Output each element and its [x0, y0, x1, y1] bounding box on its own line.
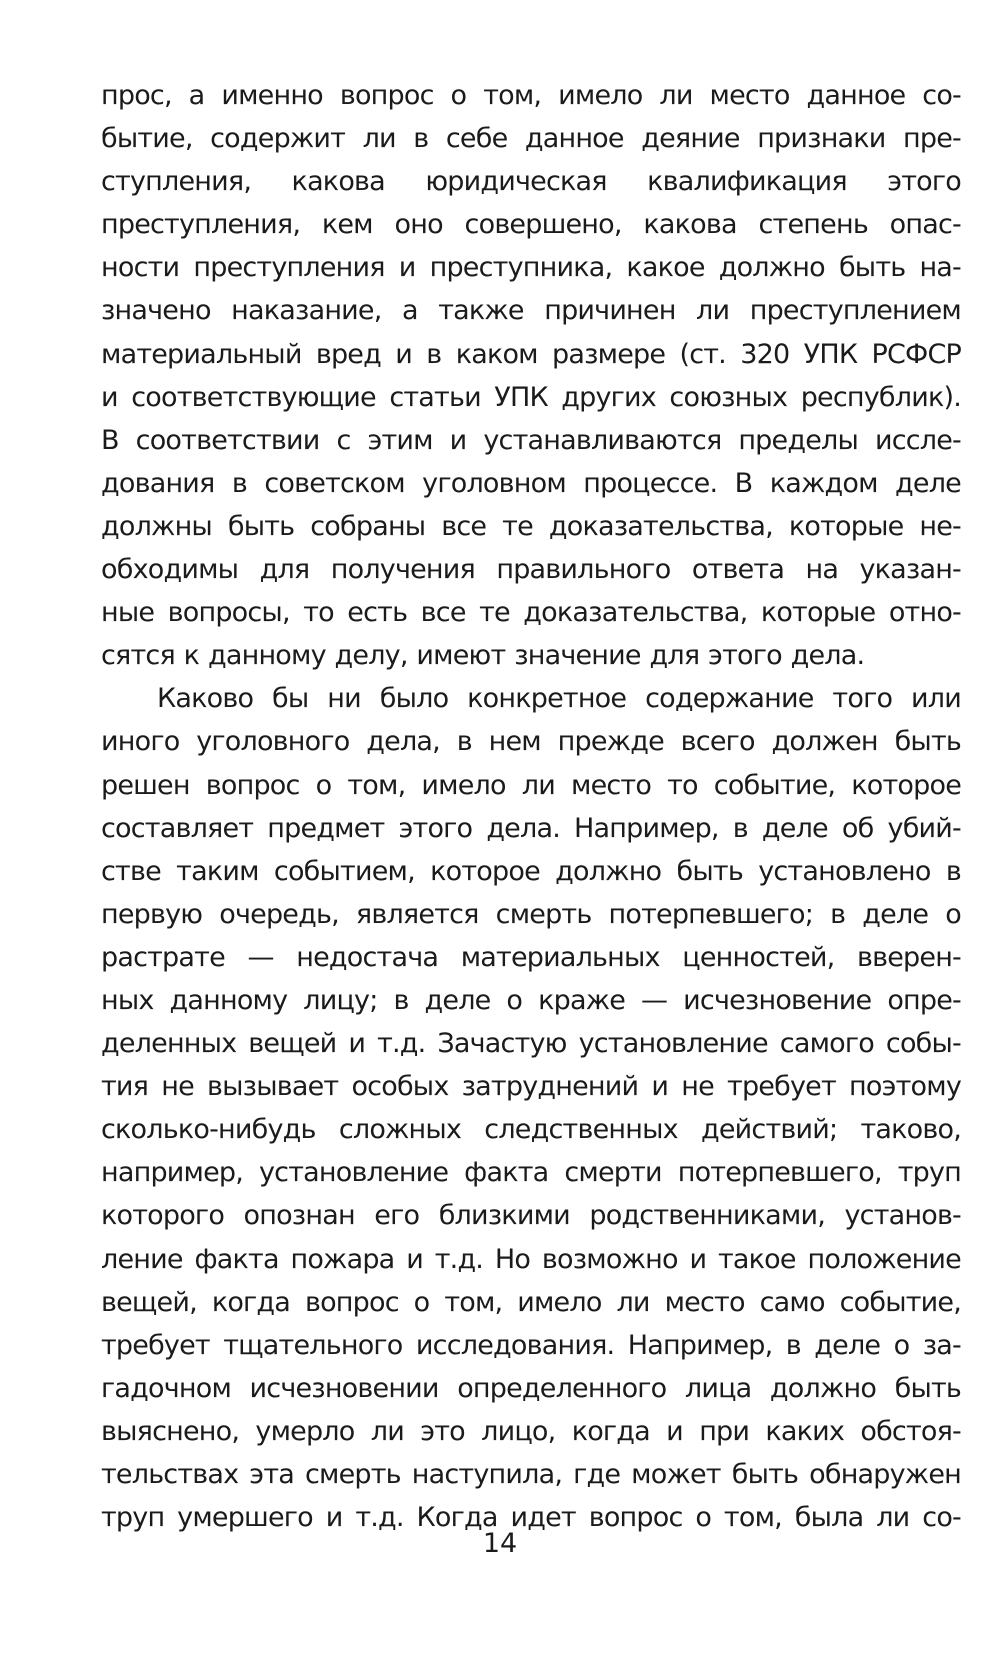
text-line: ных данному лицу; в деле о краже — исчезновение опре- — [101, 984, 961, 1016]
text-line-paragraph-end: сятся к данному делу, имеют значение для этого дела. — [101, 640, 865, 672]
text-line: труп умершего и т.д. Когда идет вопрос о том, была ли со- — [101, 1502, 961, 1534]
text-line: первую очередь, является смерть потерпевшего; в деле о — [101, 898, 961, 930]
text-line: значено наказание, а также причинен ли преступлением — [101, 295, 961, 327]
text-line: преступления, кем оно совершено, какова степень опас- — [101, 209, 961, 241]
text-line: стве таким событием, которое должно быть установлено в — [101, 855, 961, 887]
text-line: обходимы для получения правильного ответа на указан- — [101, 554, 961, 586]
text-line: выяснено, умерло ли это лицо, когда и при каких обстоя- — [101, 1415, 961, 1447]
text-line: материальный вред и в каком размере (ст. 320 УПК РСФСР — [101, 338, 961, 370]
text-line: составляет предмет этого дела. Например, в деле об убий- — [101, 812, 961, 844]
text-line: дования в советском уголовном процессе. В каждом деле — [101, 467, 961, 499]
text-line: В соответствии с этим и устанавливаются пределы иссле- — [101, 424, 961, 456]
text-line: которого опознан его близкими родственниками, установ- — [101, 1200, 961, 1232]
text-line: тия не вызывает особых затруднений и не требует поэтому — [101, 1071, 961, 1103]
text-line: бытие, содержит ли в себе данное деяние признаки пре- — [101, 123, 961, 155]
page-number: 14 — [482, 1528, 518, 1559]
text-line: например, установление факта смерти потерпевшего, труп — [101, 1157, 961, 1189]
body-text — [101, 74, 961, 1539]
text-line: вещей, когда вопрос о том, имело ли место само событие, — [101, 1286, 961, 1318]
text-line-paragraph-start: Каково бы ни было конкретное содержание того или — [157, 683, 961, 715]
text-line: тельствах эта смерть наступила, где может быть обнаружен — [101, 1459, 961, 1490]
text-line: ные вопросы, то есть все те доказательства, которые отно- — [101, 597, 961, 629]
text-line: решен вопрос о том, имело ли место то событие, которое — [101, 769, 961, 801]
text-line: требует тщательного исследования. Например, в деле о за- — [101, 1329, 961, 1361]
text-line: деленных вещей и т.д. Зачастую установление самого собы- — [101, 1028, 961, 1060]
text-line: ности преступления и преступника, какое должно быть на- — [101, 252, 961, 284]
text-line: ступления, какова юридическая квалификация этого — [101, 166, 961, 198]
text-line: прос, а именно вопрос о том, имело ли место данное со- — [101, 80, 961, 111]
text-line: и соответствующие статьи УПК других союзных республик). — [101, 381, 961, 413]
text-line: должны быть собраны все те доказательства, которые не- — [101, 510, 961, 542]
text-line: гадочном исчезновении определенного лица должно быть — [101, 1372, 961, 1404]
text-line: растрате — недостача материальных ценностей, вверен- — [101, 941, 961, 973]
text-line: иного уголовного дела, в нем прежде всего должен быть — [101, 726, 961, 758]
text-line: сколько-нибудь сложных следственных действий; таково, — [101, 1114, 961, 1146]
text-line: ление факта пожара и т.д. Но возможно и такое положение — [101, 1243, 961, 1275]
